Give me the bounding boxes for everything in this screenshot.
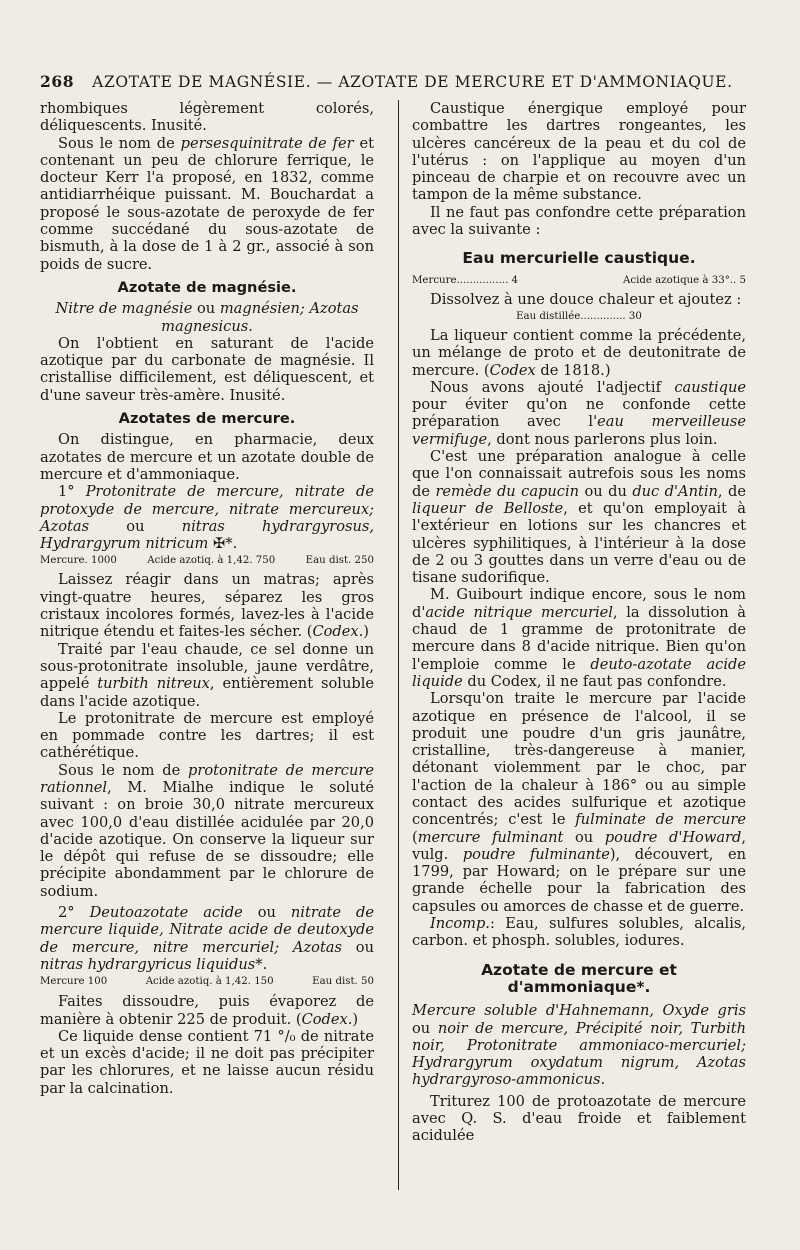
paragraph: On l'obtient en saturant de l'acide azotique par du carbonate de magnésie. Il cristallise difficilement, est déliquescent, et d'une saveur très-amère. Inusité. (40, 334, 374, 404)
paragraph: Caustique énergique employé pour combattre les dartres rongeantes, les ulcères cancéreux de la peau et du col de l'utérus : on l'applique au moyen d'un pinceau de charpie et on recouvre avec un tampon de la même substance. (412, 100, 746, 204)
paragraph: Nous avons ajouté l'adjectif caustique pour éviter qu'on ne confonde cette préparation avec l'eau merveilleuse vermifuge, dont nous parlerons plus loin. (412, 378, 747, 448)
paragraph: Incomp.: Eau, sulfures solubles, alcalis, carbon. et phosph. solubles, iodures. (412, 915, 746, 950)
section-heading: Azotates de mercure. (118, 410, 296, 428)
column-divider (398, 100, 399, 1190)
paragraph: Laissez réagir dans un matras; après vingt-quatre heures, séparez les gros cristaux incolores formés, lavez-les à l'acide nitrique étendu et faites-les sécher. (Codex.) (40, 571, 374, 641)
paragraph: Il ne faut pas confondre cette préparation avec la suivante : (412, 203, 746, 239)
paragraph: 2° Deutoazotate acide ou nitrate de mercure liquide, Nitrate acide de deutoxyde de mercure, nitre mercuriel; Azotas ou nitras hydrargyricus liquidus*. (40, 904, 374, 973)
paragraph: On distingue, en pharmacie, deux azotates de mercure et un azotate double de mercure et d'ammoniaque. (40, 431, 374, 483)
formula-line: Mercure. 1000 Acide azotiq. à 1,42. 750 Eau dist. 250 (40, 555, 374, 567)
page-number: 268 (40, 72, 75, 91)
synonyms: Nitre de magnésie ou magnésien; Azotas magnesicus. (55, 300, 359, 335)
section-heading: Eau mercurielle caustique. (462, 249, 696, 268)
synonyms: Mercure soluble d'Hahnemann, Oxyde gris ou noir de mercure, Précipité noir, Turbith noir, Protonitrate ammoniaco-mercuriel; Hydrargyrum oxydatum nigrum, Azotas hydrargyroso-ammonicus. (412, 1002, 747, 1089)
paragraph: Triturez 100 de protoazotate de mercure avec Q. S. d'eau froide et faiblement acidulée (412, 1092, 746, 1145)
paragraph: La liqueur contient comme la précédente, un mélange de proto et de deutonitrate de mercure. (Codex de 1818.) (412, 326, 746, 379)
right-column (412, 100, 746, 1145)
running-title: AZOTATE DE MAGNÉSIE. — AZOTATE DE MERCURE ET D'AMMONIAQUE. (92, 73, 733, 91)
paragraph: Traité par l'eau chaude, ce sel donne un sous-protonitrate insoluble, jaune verdâtre, appelé turbith nitreux, entièrement soluble dans l'acide azotique. (40, 640, 374, 710)
paragraph: Faites dissoudre, puis évaporez de manière à obtenir 225 de produit. (Codex.) (40, 993, 374, 1028)
section-heading: Azotate de magnésie. (117, 278, 297, 296)
paragraph: rhombiques légèrement colorés, déliquescents. Inusité. (40, 100, 374, 135)
running-header (40, 72, 765, 91)
paragraph: Le protonitrate de mercure est employé en pommade contre les dartres; il est cathérétique. (40, 709, 374, 762)
paragraph: 1° Protonitrate de mercure, nitrate de protoxyde de mercure, nitrate mercureux; Azotas ou nitras hydrargyrosus, Hydrargyrum nitricum ✠*. (40, 483, 374, 553)
paragraph: Sous le nom de protonitrate de mercure rationnel, M. Mialhe indique le soluté suivant : on broie 30,0 nitrate mercureux avec 100,0 d'eau distillée acidulée par 20,0 d'acide azotique. On conserve la liqueur sur le dépôt qui refuse de se dissoudre; elle précipite abondamment par le chlorure de sodium. (40, 761, 374, 900)
formula-line: Mercure................ 4 Acide azotique à 33°.. 5 (412, 274, 746, 286)
formula-line: Mercure 100 Acide azotiq. à 1,42. 150 Eau dist. 50 (40, 976, 374, 988)
paragraph: M. Guibourt indique encore, sous le nom d'acide nitrique mercuriel, la dissolution à chaud de 1 gramme de protonitrate de mercure dans 8 d'acide nitrique. Bien qu'on l'emploie comme le deuto-azotate acide liquide du Codex, il ne faut pas confondre. (412, 586, 746, 690)
left-column (40, 100, 374, 1097)
paragraph: Sous le nom de persesquinitrate de fer et contenant un peu de chlorure ferrique, le docteur Kerr l'a proposé, en 1832, comme antidiarrhéique puissant. M. Bouchardat a proposé le sous-azotate de peroxyde de fer comme succédané du sous-azotate de bismuth, à la dose de 1 à 2 gr., associé à son poids de sucre. (40, 134, 374, 273)
section-heading: Azotate de mercure et d'ammoniaque*. (481, 960, 677, 996)
paragraph: Lorsqu'on traite le mercure par l'acide azotique en présence de l'alcool, il se produit une poudre d'un gris jaunâtre, cristalline, très-dangereuse à manier, détonant violemment par le choc, par l'action de la chaleur à 186° ou au simple contact des acides sulfurique et azotique concentrés; c'est le fulminate de mercure (mercure fulminant ou poudre d'Howard, vulg. poudre fulminante), découvert, en 1799, par Howard; on le prépare sur une grande échelle pour la fabrication des capsules ou amorces de chasse et de guerre. (412, 690, 747, 915)
paragraph: Dissolvez à une douce chaleur et ajoutez : (430, 290, 742, 308)
formula-line: Eau distillée.............. 30 (516, 310, 642, 322)
paragraph: C'est une préparation analogue à celle que l'on connaissait autrefois sous les noms de remède du capucin ou du duc d'Antin, de liqueur de Belloste, et qu'on employait à l'extérieur en lotions sur les chancres et ulcères syphilitiques, à l'intérieur à la dose de 2 ou 3 gouttes dans un verre d'eau ou de tisane sudorifique. (412, 448, 746, 587)
paragraph: Ce liquide dense contient 71 °/₀ de nitrate et un excès d'acide; il ne doit pas précipiter par les chlorures, et ne laisse aucun résidu par la calcination. (40, 1027, 374, 1097)
